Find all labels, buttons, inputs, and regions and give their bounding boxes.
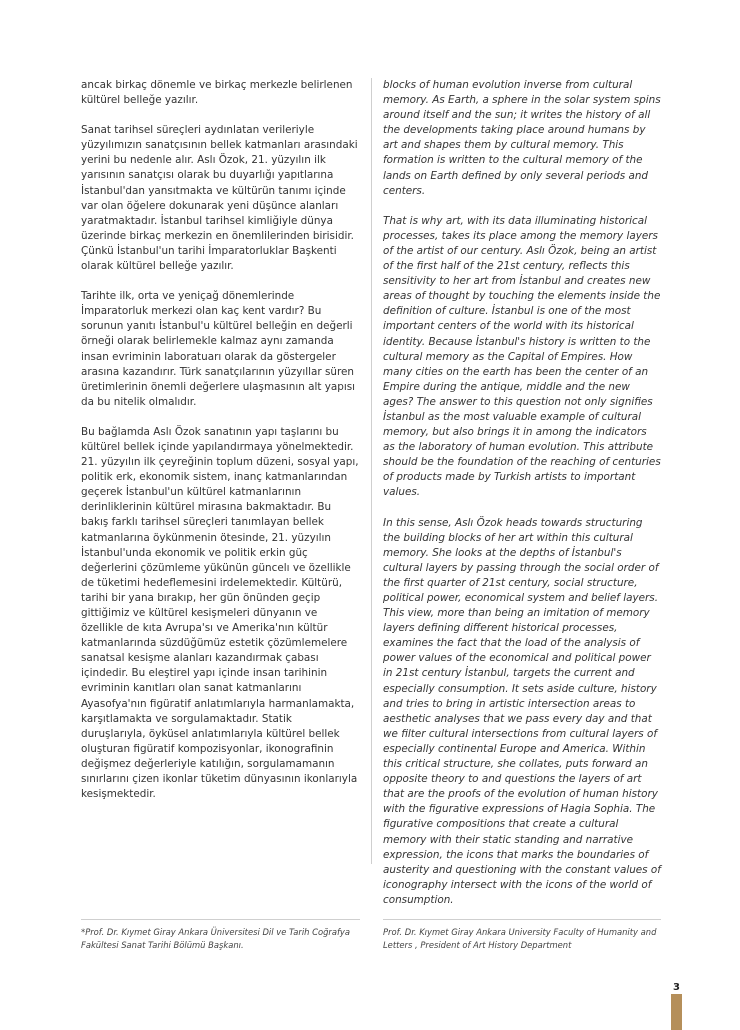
english-paragraph-1: blocks of human evolution inverse from cultural memory. As Earth, a sphere in the solar system spins around itself and the sun; it writes the history of all the developments taking place around humans by art and shapes them by cultural memory. This formation is written to the cultural memory of the lands on Earth defined by only several periods and centers. — [383, 79, 661, 197]
footnote-turkish: *Prof. Dr. Kıymet Giray Ankara Üniversitesi Dil ve Tarih Coğrafya Fakültesi Sanat Tarihi Bölümü Başkanı. — [81, 927, 351, 950]
column-divider — [371, 78, 372, 864]
turkish-text-column — [81, 78, 359, 817]
english-paragraph-2: That is why art, with its data illuminating historical processes, takes its place among the memory layers of the artist of our century. Aslı Özok, being an artist of the first half of the 21st century, reflects this sensitivity to her art from İstanbul and creates new areas of thought by touching the elements inside the definition of culture. İstanbul is one of the most important centers of the world with its historical identity. Because İstanbul's history is written to the cultural memory as the Capital of Empires. How many cities on the earth has been the center of an Empire during the antique, middle and the new ages? The answer to this question not only signifies İstanbul as the most valuable example of cultural memory, but also brings it in among the indicators as the laboratory of human evolution. This attribute should be the foundation of the reaching of centuries of products made by Turkish artists to important values. — [383, 214, 661, 499]
page-accent-bar — [671, 994, 682, 1030]
footnote-english: Prof. Dr. Kıymet Giray Ankara University Faculty of Humanity and Letters , President of Art History Department — [383, 927, 657, 950]
footnote-rule-right — [383, 919, 661, 920]
turkish-paragraph-3: Tarihte ilk, orta ve yeniçağ dönemlerinde İmparatorluk merkezi olan kaç kent vardır? Bu sorunun yanıtı İstanbul'u kültürel belleğin en değerli örneği olarak belirlemekle kalmaz aynı zamanda insan evriminin laboratuarı olarak da göstergeler arasına kazandırır. Türk sanatçılarının yüzyıllar süren üretimlerinin önemli değerlere ulaşmasının alt yapısı da bu nitelik olmalıdır. — [81, 290, 356, 408]
turkish-paragraph-4: Bu bağlamda Aslı Özok sanatının yapı taşlarını bu kültürel bellek içinde yapılandırmaya yönelmektedir. 21. yüzyılın ilk çeyreğinin toplum düzeni, sosyal yapı, politik erk, ekonomik sistem, inanç katmanlarından geçerek İstanbul'un kültürel katmanlarının derinliklerinin kültürel mirasına bakmaktadır. Bu bakış farklı tarihsel süreçleri tanımlayan bellek katmanlarına öykünmenin ötesinde, 21. yüzyılın İstanbul'unda ekonomik ve politik erkin güç değerlerini çözümleme yükünün güncelı ve özellikle de tüketimi hedeflemesini irdelemektedir. Kültürü, tarihi bir yana bırakıp, her gün önünden geçip gittiğimiz ve kültürel kesişmeleri dünyanın ve özellikle de kıta Avrupa'sı ve Amerika'nın kültür katmanlarında süzdüğümüz estetik çözümlemelere sanatsal kesişme alanları kazandırmak çabası içindedir. Bu eleştirel yapı içinde insan tarihinin evriminin kanıtları olan sanat katmanlarını Ayasofya'nın figüratif anlatımlarıyla harmanlamakta, karşıtlamakta ve sorgulamaktadır. Statik duruşlarıyla, öyküsel anlatımlarıyla kültürel bellek oluşturan figüratif kompozisyonlar, ikonografinin değişmez değerleriyle katılığın, sorgulamamanın sınırlarını çizen ikonlar tüketim dünyasının ikonlarıyla kesişmektedir. — [81, 425, 359, 801]
turkish-paragraph-1: ancak birkaç dönemle ve birkaç merkezle belirlenen kültürel belleğe yazılır. — [81, 79, 353, 107]
turkish-paragraph-2: Sanat tarihsel süreçleri aydınlatan verileriyle yüzyılımızın sanatçısının bellek katmanları arasındaki yerini bu nedenle alır. Aslı Özok, 21. yüzyılın ilk yarısının sanatçısı olarak bu duyarlığı yapıtlarına İstanbul'dan yansıtmakta ve kültürün tanımı içinde var olan öğelere dokunarak yeni düşünce alanları yaratmaktadır. İstanbul tarihsel kimliğiyle dünya üzerinde birkaç merkezin en önemlilerinden birisidir. Çünkü İstanbul'un tarihi İmparatorluklar Başkenti olarak kültürel belleğe yazılır. — [81, 124, 358, 273]
english-text-column — [383, 78, 661, 923]
page-number: 3 — [673, 982, 680, 993]
english-paragraph-3: In this sense, Aslı Özok heads towards structuring the building blocks of her art within this cultural memory. She looks at the depths of İstanbul's cultural layers by passing through the social order of the first quarter of 21st century, social structure, political power, economical system and belief layers. This view, more than being an imitation of memory layers defining different historical processes, examines the fact that the load of the analysis of power values of the economical and political power in 21st century İstanbul, targets the current and especially consumption. It sets aside culture, history and tries to bring in artistic intersection areas to aesthetic analyses that we pass every day and that we filter cultural intersections from cultural layers of especially continental Europe and America. Within this critical structure, she collates, puts forward an opposite theory to and questions the layers of art that are the proofs of the evolution of human history with the figurative expressions of Hagia Sophia. The figurative compositions that create a cultural memory with their static standing and narrative expression, the icons that marks the boundaries of austerity and questioning with the constant values of iconography intersect with the icons of the world of consumption. — [383, 516, 661, 906]
footnote-rule-left — [81, 919, 360, 920]
